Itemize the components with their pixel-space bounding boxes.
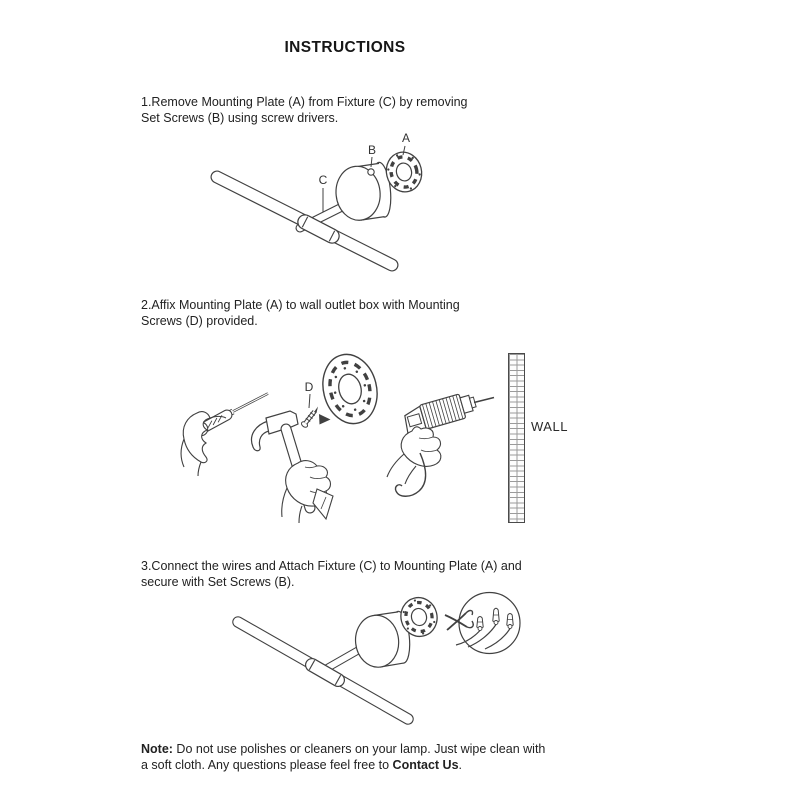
direction-arrow xyxy=(319,414,331,425)
diagram-attach-fixture xyxy=(200,588,530,738)
hand-with-hammer xyxy=(251,411,333,523)
hammer-claw xyxy=(251,421,269,451)
step-1-line-1: 1.Remove Mounting Plate (A) from Fixture (C) by removing xyxy=(141,95,468,109)
canopy-drum xyxy=(333,162,393,223)
step-2-text xyxy=(141,298,460,329)
leader-d xyxy=(309,394,310,408)
step-3-text xyxy=(141,559,522,590)
label-d: D xyxy=(304,380,314,394)
diagram-remove-plate xyxy=(195,126,475,286)
drill-bit xyxy=(474,398,494,403)
wall-label: WALL xyxy=(531,419,568,434)
set-screw xyxy=(368,169,374,175)
label-b: B xyxy=(367,143,377,157)
care-note xyxy=(141,742,545,773)
page-title: INSTRUCTIONS xyxy=(284,39,406,56)
hand-with-drill xyxy=(387,390,494,496)
label-a: A xyxy=(401,131,411,145)
step-3-line-2: secure with Set Screws (B). xyxy=(141,574,295,589)
step-2-line-2: Screws (D) provided. xyxy=(141,313,258,328)
wall-graphic xyxy=(508,353,525,523)
label-c: C xyxy=(318,173,328,187)
note-line-1: Note: Do not use polishes or cleaners on your lamp. Just wipe clean with xyxy=(141,742,546,756)
note-label: Note: xyxy=(141,742,173,756)
note-line-2: a soft cloth. Any questions please feel free to Contact Us. xyxy=(141,757,463,772)
mounting-plate-large xyxy=(316,349,384,430)
contact-us-text: Contact Us xyxy=(392,757,459,772)
step-3-line-1: 3.Connect the wires and Attach Fixture (C) to Mounting Plate (A) and xyxy=(141,559,522,573)
step-1-text xyxy=(141,95,468,126)
step-1-line-2: Set Screws (B) using screw drivers. xyxy=(141,110,339,125)
step-2-line-1: 2.Affix Mounting Plate (A) to wall outlet box with Mounting xyxy=(141,298,460,312)
